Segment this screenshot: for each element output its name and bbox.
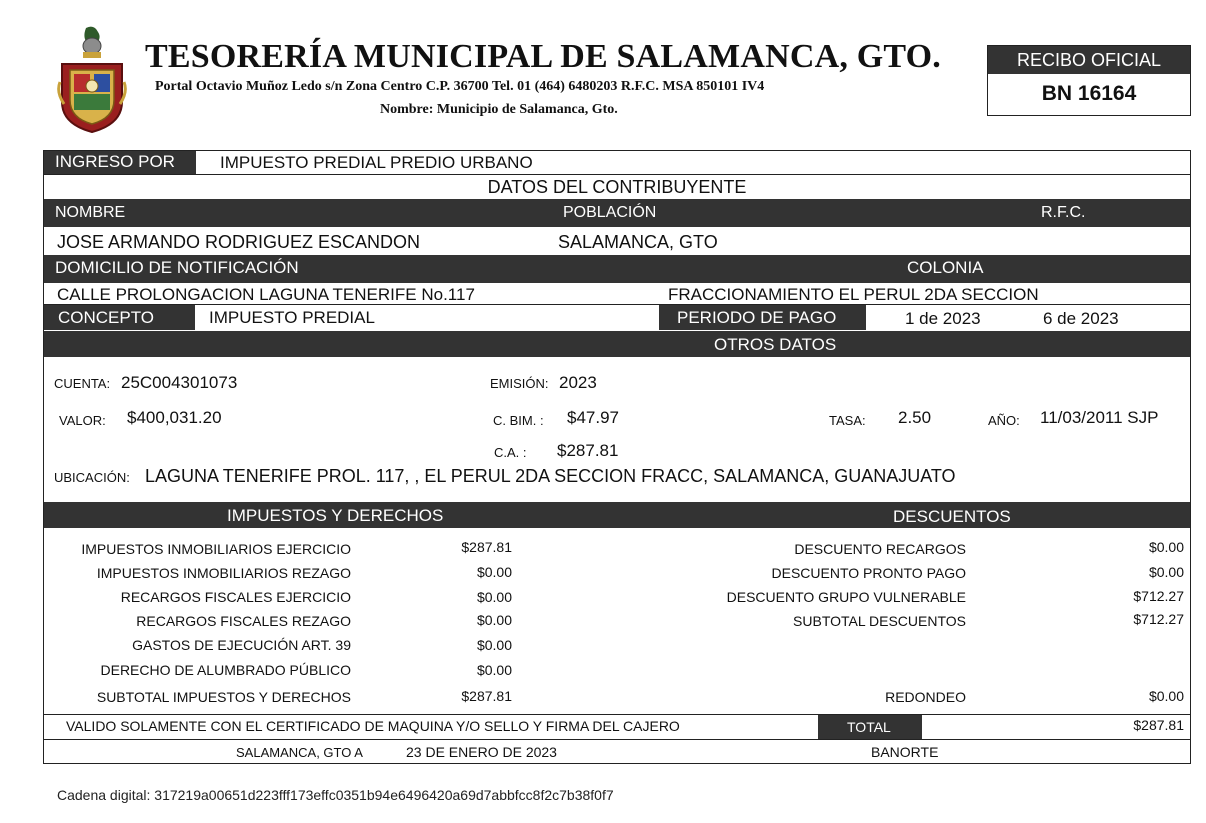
- descuentos-title: DESCUENTOS: [893, 507, 1011, 526]
- cuenta-label: CUENTA:: [54, 376, 111, 391]
- total-value: $287.81: [1133, 717, 1184, 733]
- ingreso-label: INGRESO POR: [55, 152, 175, 171]
- table-row-label: DERECHO DE ALUMBRADO PÚBLICO: [100, 662, 351, 678]
- otros-datos-title: OTROS DATOS: [714, 335, 837, 354]
- periodo-hasta: 6 de 2023: [1043, 309, 1119, 328]
- banco-text: BANORTE: [871, 744, 939, 760]
- table-row-value: $0.00: [476, 662, 512, 678]
- redondeo-label: REDONDEO: [885, 689, 966, 705]
- ingreso-value: IMPUESTO PREDIAL PREDIO URBANO: [220, 153, 533, 172]
- nombre-value: JOSE ARMANDO RODRIGUEZ ESCANDON: [57, 232, 421, 252]
- colonia-value: FRACCIONAMIENTO EL PERUL 2DA SECCION: [668, 285, 1039, 304]
- table-row-value: $287.81: [461, 539, 512, 555]
- cadena-digital: Cadena digital: 317219a00651d223fff173effc0351b94e6496420a69d7abbfcc8f2c7b38f0f7: [57, 787, 614, 803]
- fecha-text: 23 DE ENERO DE 2023: [406, 744, 557, 760]
- table-row-value: $0.00: [1148, 539, 1184, 555]
- tasa-value: 2.50: [898, 408, 932, 427]
- table-row-label: GASTOS DE EJECUCIÓN ART. 39: [132, 637, 351, 653]
- municipal-seal-icon: [56, 24, 128, 134]
- poblacion-value: SALAMANCA, GTO: [558, 232, 718, 252]
- receipt-number: BN 16164: [1041, 82, 1137, 105]
- otros-datos-bar: [44, 331, 1190, 357]
- emision-value: 2023: [559, 373, 597, 392]
- concepto-value: IMPUESTO PREDIAL: [209, 308, 375, 327]
- lugar-text: SALAMANCA, GTO A: [236, 745, 363, 760]
- ubicacion-value: LAGUNA TENERIFE PROL. 117, , EL PERUL 2DA SECCION FRACC, SALAMANCA, GUANAJUATO: [145, 466, 956, 486]
- cbim-value: $47.97: [567, 408, 619, 427]
- table-row-value: $0.00: [476, 589, 512, 605]
- table-row-value: $712.27: [1133, 588, 1184, 604]
- table-row-value: $712.27: [1133, 611, 1184, 627]
- name-line: Nombre: Municipio de Salamanca, Gto.: [380, 102, 618, 117]
- table-row-value: $0.00: [476, 637, 512, 653]
- table-row-label: IMPUESTOS INMOBILIARIOS REZAGO: [96, 565, 351, 581]
- periodo-desde: 1 de 2023: [905, 309, 981, 328]
- rfc-label: R.F.C.: [1041, 204, 1086, 221]
- redondeo-value: $0.00: [1148, 688, 1184, 704]
- impuestos-descuentos-bar: [44, 502, 1190, 528]
- table-row-label: RECARGOS FISCALES REZAGO: [136, 613, 351, 629]
- periodo-label: PERIODO DE PAGO: [677, 308, 837, 327]
- impuestos-title: IMPUESTOS Y DERECHOS: [227, 506, 444, 525]
- table-row-value: $0.00: [476, 564, 512, 580]
- table-row-label: DESCUENTO PRONTO PAGO: [771, 565, 966, 581]
- ca-value: $287.81: [557, 441, 619, 460]
- table-row-label: IMPUESTOS INMOBILIARIOS EJERCICIO: [81, 541, 351, 557]
- table-row-label: DESCUENTO RECARGOS: [794, 541, 966, 557]
- cbim-label: C. BIM. :: [493, 413, 544, 428]
- table-row-label: DESCUENTO GRUPO VULNERABLE: [726, 589, 966, 605]
- nombre-label: NOMBRE: [55, 204, 126, 221]
- tasa-label: TASA:: [829, 413, 866, 428]
- ca-label: C.A. :: [494, 445, 527, 460]
- address-line: Portal Octavio Muñoz Ledo s/n Zona Centro C.P. 36700 Tel. 01 (464) 6480203 R.F.C. MSA 850101 IV4: [155, 79, 765, 94]
- anio-label: AÑO:: [988, 413, 1020, 428]
- cuenta-value: 25C004301073: [121, 373, 238, 392]
- table-row-label: SUBTOTAL IMPUESTOS Y DERECHOS: [96, 689, 351, 705]
- table-row-value: $287.81: [461, 688, 512, 704]
- colonia-label: COLONIA: [907, 258, 984, 277]
- table-row-value: $0.00: [476, 612, 512, 628]
- domicilio-label: DOMICILIO DE NOTIFICACIÓN: [55, 258, 299, 277]
- domicilio-value: CALLE PROLONGACION LAGUNA TENERIFE No.117: [57, 285, 475, 304]
- concepto-label: CONCEPTO: [58, 308, 155, 327]
- receipt-label: RECIBO OFICIAL: [1016, 50, 1162, 70]
- anio-value: 11/03/2011 SJP: [1040, 408, 1159, 427]
- poblacion-label: POBLACIÓN: [563, 204, 657, 221]
- table-row-label: SUBTOTAL DESCUENTOS: [793, 613, 966, 629]
- table-row-value: $0.00: [1148, 564, 1184, 580]
- page-title: TESORERÍA MUNICIPAL DE SALAMANCA, GTO.: [145, 38, 942, 75]
- valido-text: VALIDO SOLAMENTE CON EL CERTIFICADO DE MAQUINA Y/O SELLO Y FIRMA DEL CAJERO: [66, 718, 680, 734]
- valor-label: VALOR:: [59, 413, 106, 428]
- valor-value: $400,031.20: [127, 408, 222, 427]
- contribuyente-title: DATOS DEL CONTRIBUYENTE: [487, 177, 747, 197]
- total-label: TOTAL: [847, 719, 891, 735]
- table-row-label: RECARGOS FISCALES EJERCICIO: [120, 589, 351, 605]
- emision-label: EMISIÓN:: [490, 376, 549, 391]
- ubicacion-label: UBICACIÓN:: [54, 470, 130, 485]
